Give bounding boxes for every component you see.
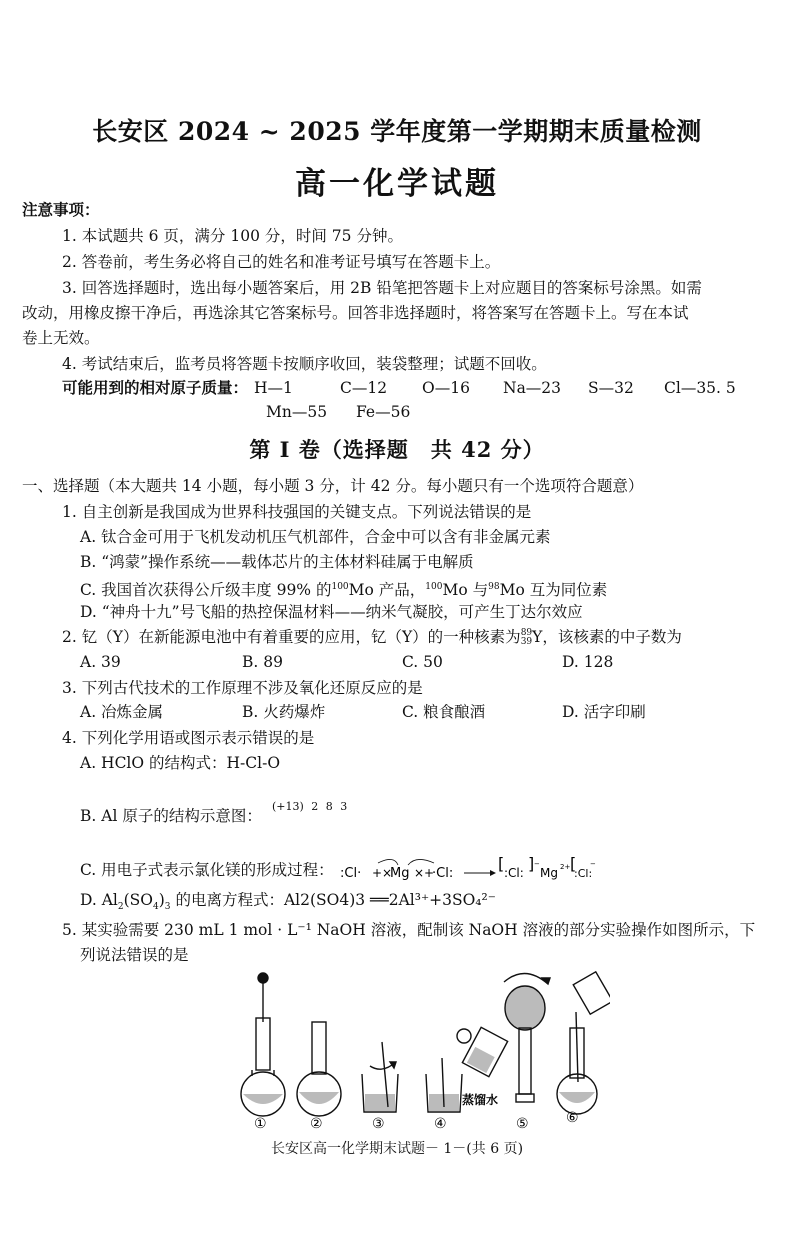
atomic-mass-s: S—32	[588, 379, 634, 397]
q4-option-d: D. $Al_2(SO_4)_3$ 的电离方程式：Al2(SO4)3 ══2Al³⁺+3SO₄²⁻	[80, 891, 496, 913]
notice-item-3-cont2: 卷上无效。	[22, 329, 100, 347]
inverted-flask	[504, 973, 550, 1102]
q4-option-c: C. 用电子式表示氯化镁的形成过程：	[80, 861, 334, 879]
notice-item-3-cont: 改动，用橡皮擦干净后，再选涂其它答案标号。回答非选择题时，将答案写在答题卡上。写在本试	[22, 304, 689, 322]
mg-atom: Mg	[390, 866, 410, 881]
q4-stem: 4. 下列化学用语或图示表示错误的是	[62, 729, 315, 747]
al-atom-diagram	[272, 800, 349, 813]
cl-atom-right: ·Cl:	[432, 866, 454, 881]
step-label-5: ⑤	[516, 1116, 529, 1130]
atomic-mass-mn: Mn—55	[266, 403, 328, 421]
svg-text:−: −	[534, 860, 540, 868]
mgcl2-formation-diagram	[338, 855, 598, 889]
q4-option-a: A. HClO 的结构式：H-Cl-O	[80, 754, 281, 772]
q3-option-c: C. 粮食酿酒	[402, 703, 486, 721]
q1-stem: 1. 自主创新是我国成为世界科技强国的关键支点。下列说法错误的是	[62, 503, 532, 521]
distilled-water-label: 蒸馏水	[462, 1093, 499, 1107]
atomic-mass-o: O—16	[422, 379, 470, 397]
notice-item-4: 4. 考试结束后，监考员将答题卡按顺序收回，装袋整理；试题不回收。	[62, 355, 547, 373]
notice-item-2: 2. 答卷前，考生务必将自己的姓名和准考证号填写在答题卡上。	[62, 253, 501, 271]
svg-text:[: [	[570, 855, 577, 873]
atomic-mass-h: H—1	[254, 379, 293, 397]
svg-text:−: −	[590, 860, 596, 868]
q2-option-a: A. 39	[80, 653, 121, 671]
q2-option-b: B. 89	[242, 653, 283, 671]
q3-option-b: B. 火药爆炸	[242, 703, 326, 721]
page-footer: 长安区高一化学期末试题－ 1－(共 6 页)	[270, 1141, 524, 1157]
al-shells: 2 8 3	[311, 800, 350, 813]
svg-text::Cl:: :Cl:	[504, 866, 524, 880]
lab-apparatus-figure	[230, 962, 610, 1130]
q1-option-c: C. 我国首次获得公斤级丰度 99% 的$^{100}$Mo 产品，$^{100}$Mo 与$^{98}$Mo 互为同位素	[80, 581, 608, 600]
step-label-3: ③	[372, 1116, 385, 1130]
al-nucleus: (+13)	[272, 800, 304, 813]
svg-text::Cl:: :Cl:	[574, 867, 593, 880]
section-title: 第 Ⅰ 卷（选择题 共 42 分）	[249, 437, 545, 462]
cl-atom-left: :Cl·	[340, 866, 362, 881]
q2-option-d: D. 128	[562, 653, 614, 671]
exam-subject-title: 高一化学试题	[295, 166, 499, 202]
section-intro: 一、选择题（本大题共 14 小题，每小题 3 分，计 42 分。每小题只有一个选项符合题意）	[22, 477, 644, 495]
mg-ion: Mg	[540, 866, 558, 880]
notice-heading: 注意事项：	[22, 200, 100, 219]
svg-text:×+: ×+	[414, 866, 435, 880]
notice-item-3: 3. 回答选择题时，选出每小题答案后，用 2B 铅笔把答题卡上对应题目的答案标号涂黑。如需	[62, 279, 702, 297]
step-label-4: ④	[434, 1116, 447, 1130]
pouring-into-flask	[557, 972, 610, 1114]
q5-stem: 5. 某实验需要 230 mL 1 mol · L⁻¹ NaOH 溶液，配制该 NaOH 溶液的部分实验操作如图所示，下	[62, 921, 756, 939]
q3-stem: 3. 下列古代技术的工作原理不涉及氧化还原反应的是	[62, 679, 423, 697]
step-label-1: ①	[254, 1116, 267, 1130]
q4-option-b: B. Al 原子的结构示意图：	[80, 807, 262, 825]
svg-text:]: ]	[528, 855, 535, 873]
atomic-mass-cl: Cl—35. 5	[664, 379, 736, 397]
step-label-2: ②	[310, 1116, 323, 1130]
q1-option-b: B. “鸿蒙”操作系统——载体芯片的主体材料硅属于电解质	[80, 553, 474, 571]
q3-option-a: A. 冶炼金属	[80, 703, 164, 721]
atomic-mass-na: Na—23	[503, 379, 562, 397]
notice-item-1: 1. 本试题共 6 页，满分 100 分，时间 75 分钟。	[62, 227, 403, 245]
q1-option-a: A. 钛合金可用于飞机发动机压气机部件，合金中可以含有非金属元素	[80, 528, 551, 546]
atomic-mass-fe: Fe—56	[356, 403, 411, 421]
q2-stem: 2. 钇（Y）在新能源电池中有着重要的应用，钇（Y）的一种核素为89 39Y，该核素的中子数为	[62, 628, 682, 647]
q3-option-d: D. 活字印刷	[562, 703, 646, 721]
exam-title: 长安区 2024 ~ 2025 学年度第一学期期末质量检测	[92, 117, 702, 146]
atomic-mass-label: 可能用到的相对原子质量：	[62, 378, 249, 397]
volumetric-flask	[297, 1022, 341, 1116]
flask-with-dropper	[241, 973, 285, 1116]
svg-text:+×: +×	[372, 866, 393, 880]
q1-option-d: D. “神舟十九”号飞船的热控保温材料——纳米气凝胶，可产生丁达尔效应	[80, 603, 583, 621]
atomic-mass-c: C—12	[340, 379, 388, 397]
q5-stem-cont: 列说法错误的是	[80, 946, 189, 964]
beaker-stirring	[362, 1042, 398, 1112]
q2-option-c: C. 50	[402, 653, 443, 671]
svg-text:[: [	[498, 855, 505, 873]
svg-text:2+: 2+	[560, 863, 571, 871]
step-label-6: ⑥	[566, 1110, 579, 1126]
